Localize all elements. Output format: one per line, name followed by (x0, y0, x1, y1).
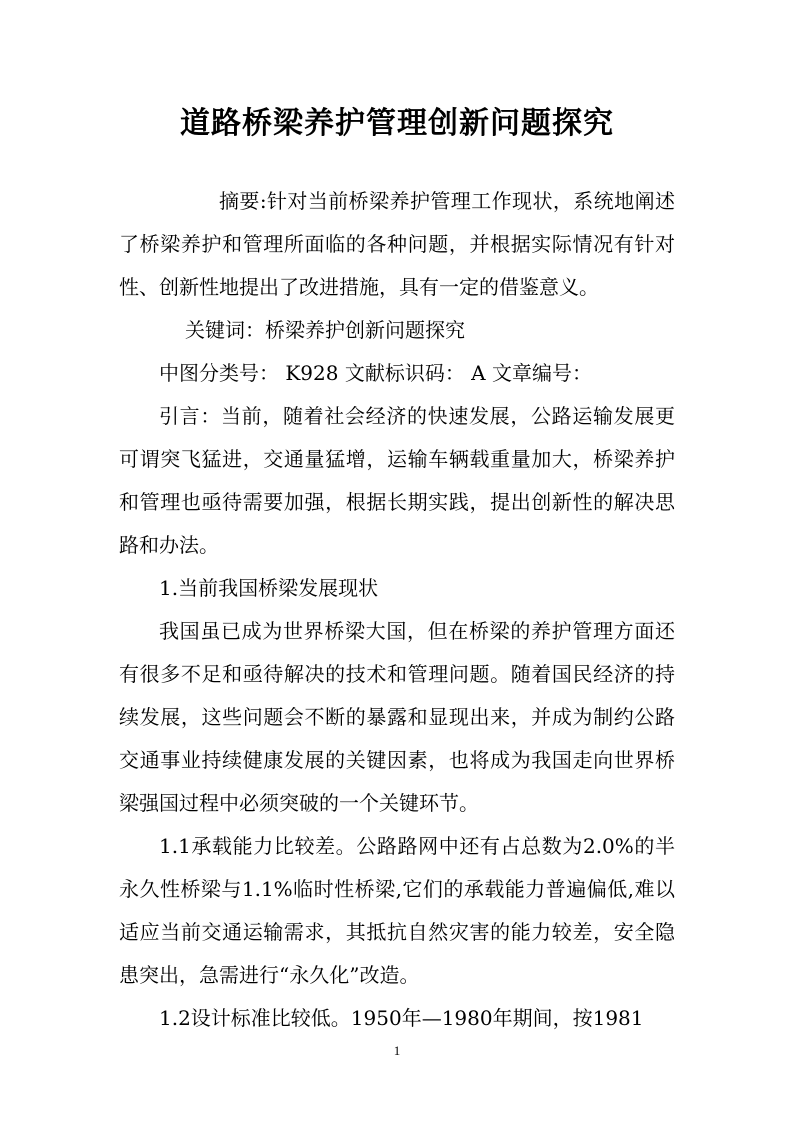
abstract-paragraph: 摘要:针对当前桥梁养护管理工作现状，系统地阐述了桥梁养护和管理所面临的各种问题，并根据实际情况有针对性、创新性地提出了改进措施，具有一定的借鉴意义。 (119, 189, 675, 299)
document-title: 道路桥梁养护管理创新问题探究 (180, 106, 614, 141)
document-body (119, 180, 675, 1040)
classification-line: 中图分类号： K928 文献标识码： A 文章编号： (159, 361, 592, 385)
page-number: 1 (393, 1043, 401, 1058)
section-1-1-paragraph: 1.1承载能力比较差。公路路网中还有占总数为2.0%的半永久性桥梁与1.1%临时性桥梁,它们的承载能力普遍偏低,难以适应当前交通运输需求，其抵抗自然灾害的能力较差，安全隐患突出，急需进行“永久化”改造。 (119, 834, 675, 987)
section-1-2-paragraph: 1.2设计标准比较低。1950年—1980年期间，按1981 (159, 1006, 644, 1030)
section-1-paragraph: 我国虽已成为世界桥梁大国，但在桥梁的养护管理方面还有很多不足和亟待解决的技术和管理问题。随着国民经济的持续发展，这些问题会不断的暴露和显现出来，并成为制约公路交通事业持续健康发展的关键因素，也将成为我国走向世界桥梁强国过程中必须突破的一个关键环节。 (119, 619, 675, 815)
keywords-line: 关键词：桥梁养护创新问题探究 (185, 318, 465, 342)
section-1-heading: 1.当前我国桥梁发展现状 (159, 576, 379, 600)
introduction-paragraph: 引言：当前，随着社会经济的快速发展，公路运输发展更可谓突飞猛进，交通量猛增，运输车辆载重量加大，桥梁养护和管理也亟待需要加强，根据长期实践，提出创新性的解决思路和办法。 (119, 404, 675, 557)
